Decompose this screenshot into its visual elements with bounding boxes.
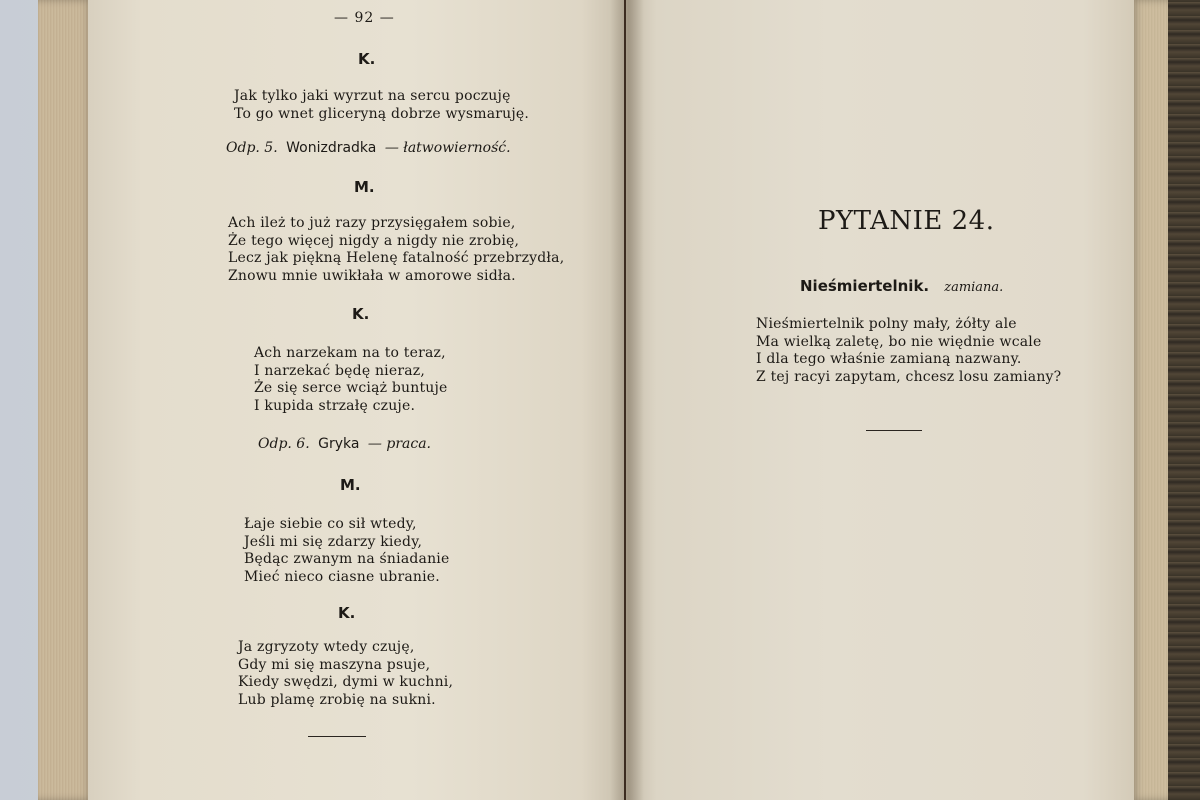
verse-line: Lub plamę zrobię na sukni.: [238, 691, 436, 708]
riddle-kind: zamiana.: [944, 280, 1004, 295]
verse-line: Ja zgryzoty wtedy czuję,: [238, 639, 415, 655]
speaker-letter: K.: [358, 50, 376, 68]
verse-line: I kupida strzałę czuje.: [254, 397, 416, 414]
verse-line: Z tej racyi zapytam, chcesz losu zamiany?: [756, 368, 1062, 385]
speaker-letter: M.: [340, 476, 361, 494]
verse-line: Gdy mi się maszyna psuje,: [238, 656, 431, 673]
verse-line: Będąc zwanym na śniadanie: [244, 551, 450, 567]
verse-line: Kiedy swędzi, dymi w kuchni,: [238, 674, 454, 690]
verse-line: Ach ileż to już razy przysięgałem sobie,: [228, 215, 516, 231]
verse-line: Że tego więcej nigdy a nigdy nie zrobię,: [228, 232, 520, 249]
verse: [254, 345, 448, 415]
speaker-letter: K.: [352, 305, 370, 323]
verse-line: I dla tego właśnie zamianą nazwany.: [756, 351, 1022, 367]
question-heading: PYTANIE 24.: [818, 206, 995, 236]
verse-line: Mieć nieco ciasne ubranie.: [244, 568, 440, 585]
speaker-letter: K.: [338, 604, 356, 622]
verse-line: Że się serce wciąż buntuje: [254, 380, 448, 396]
page-number: — 92 —: [334, 10, 395, 26]
answer-word: Wonizdradka: [286, 140, 377, 156]
riddle-title: [800, 276, 1003, 295]
riddle-word: Nieśmiertelnik.: [800, 277, 930, 295]
verse-line: To go wnet gliceryną dobrze wysmaruję.: [234, 105, 530, 122]
verse-line: I narzekać będę nieraz,: [254, 362, 426, 379]
verse: [228, 215, 564, 285]
verse-line: Ma wielką zaletę, bo nie więdnie wcale: [756, 333, 1042, 350]
answer-word: Gryka: [318, 436, 360, 452]
verse-line: Lecz jak piękną Helenę fatalność przebrzydła,: [228, 250, 565, 266]
verse-line: Znowu mnie uwikłała w amorowe sidła.: [228, 267, 516, 284]
left-page-edges: [38, 0, 94, 800]
verse-line: Jak tylko jaki wyrzut na sercu poczuję: [234, 88, 511, 104]
answer-line: [258, 436, 431, 452]
answer-meaning: — łatwowierność.: [384, 140, 511, 156]
right-page-edges: [1130, 0, 1170, 800]
answer-meaning: — praca.: [367, 436, 432, 452]
speaker-letter: M.: [354, 178, 375, 196]
verse-line: Nieśmiertelnik polny mały, żółty ale: [756, 316, 1017, 332]
verse-line: Ach narzekam na to teraz,: [254, 345, 446, 361]
verse: [234, 88, 529, 123]
verse: [244, 516, 449, 586]
verse-line: Jeśli mi się zdarzy kiedy,: [244, 533, 423, 550]
answer-label: Odp. 6.: [258, 436, 310, 452]
left-page: [88, 0, 624, 800]
section-divider: [866, 430, 922, 431]
cover-edge: [1168, 0, 1200, 800]
answer-line: [226, 140, 511, 156]
verse-line: Łaje siebie co sił wtedy,: [244, 516, 417, 532]
right-page: [626, 0, 1134, 800]
answer-label: Odp. 5.: [226, 140, 278, 156]
verse: [238, 639, 453, 709]
book-gutter: [610, 0, 644, 800]
section-divider: [308, 736, 366, 737]
verse: [756, 316, 1061, 386]
